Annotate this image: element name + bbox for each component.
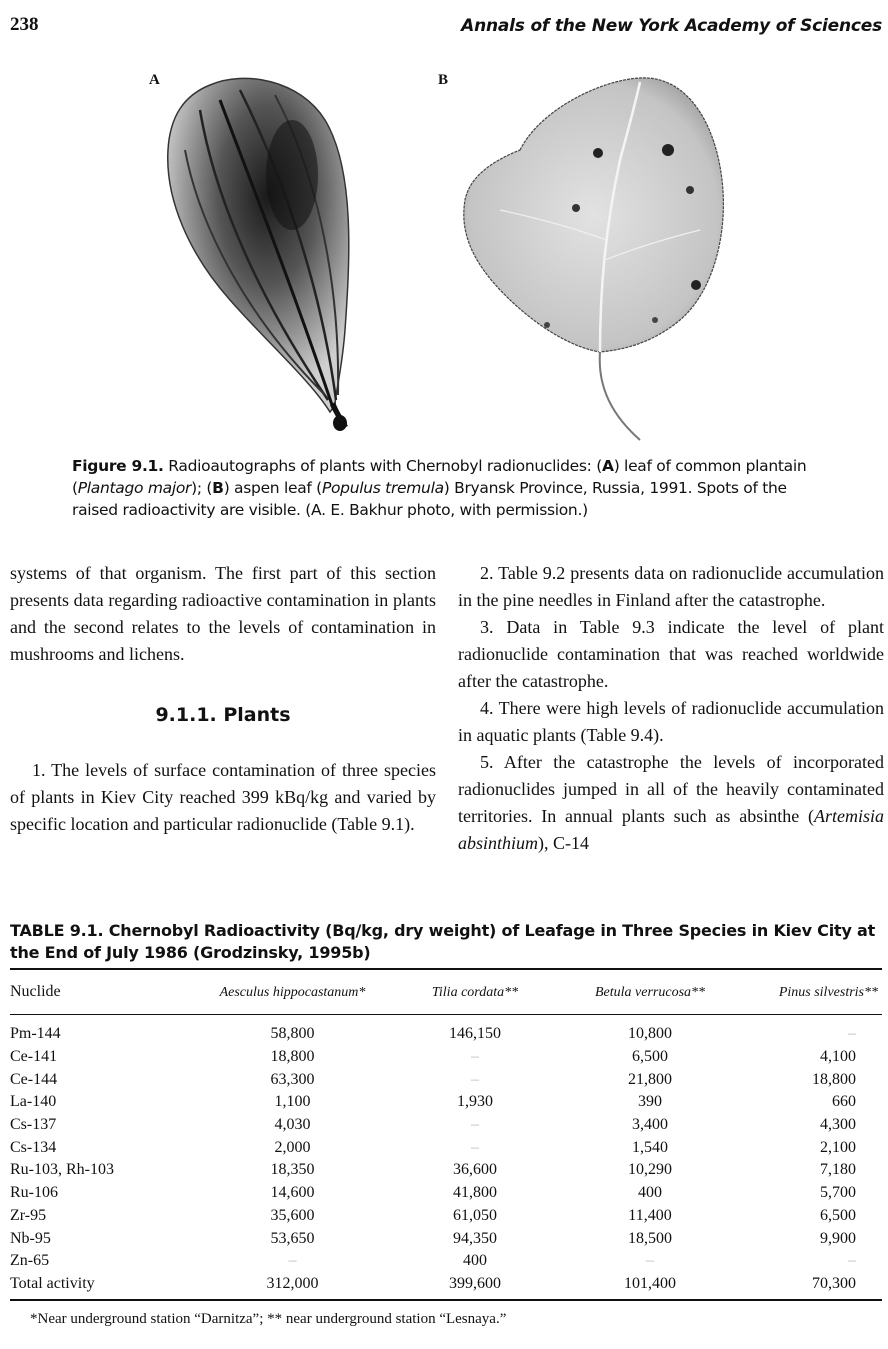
section-heading: 9.1.1. Plants [155, 704, 291, 726]
nuclide-cell: Pm-144 [10, 1025, 61, 1043]
activity-cell: 10,290 [628, 1161, 672, 1179]
activity-cell: 6,500 [820, 1206, 856, 1224]
table-row [10, 1205, 882, 1228]
activity-cell: 1,930 [457, 1093, 493, 1111]
paragraph-text: 5. After the catastrophe the levels of incorporated radionuclides jumped in all of the heavily contaminated territories. In annual plants such as absinthe ( [458, 752, 884, 826]
nuclide-cell: Cs-134 [10, 1138, 57, 1156]
activity-cell: – [646, 1252, 654, 1270]
activity-cell: 400 [463, 1252, 487, 1270]
activity-cell: – [848, 1252, 856, 1270]
paragraph: 1. The levels of surface contamination of three species of plants in Kiev City reached 399 kBq/kg and varied by specific location and particular radionuclide (Table 9.1). [10, 760, 436, 834]
table-row [10, 1182, 882, 1205]
activity-cell: 660 [832, 1093, 856, 1111]
caption-text-4: ) aspen leaf ( [223, 479, 322, 497]
activity-cell: 63,300 [270, 1070, 315, 1088]
activity-cell: 18,500 [628, 1229, 672, 1247]
activity-cell: 400 [638, 1184, 662, 1202]
activity-cell: 1,540 [632, 1138, 668, 1156]
figure-radioautographs [0, 0, 888, 450]
activity-cell: 2,100 [820, 1138, 856, 1156]
activity-cell: 14,600 [270, 1184, 315, 1202]
column-header [565, 969, 735, 1015]
activity-cell: – [288, 1252, 297, 1270]
column-header [735, 969, 882, 1015]
activity-cell: 35,600 [270, 1206, 315, 1224]
activity-cell: 21,800 [628, 1070, 672, 1088]
activity-cell: 390 [638, 1093, 662, 1111]
activity-cell: 41,800 [453, 1184, 497, 1202]
table-row [10, 1015, 882, 1046]
activity-cell: 4,100 [820, 1048, 856, 1066]
activity-cell: 1,100 [274, 1093, 311, 1111]
activity-cell: 7,180 [820, 1161, 856, 1179]
activity-cell: – [848, 1025, 856, 1043]
nuclide-cell: Ce-144 [10, 1070, 58, 1088]
activity-cell: – [471, 1138, 479, 1156]
paragraph: systems of that organism. The first part of this section presents data regarding radioactive contamination in plants and the second relates to the levels of contamination in mushrooms and lichens. [10, 563, 436, 664]
activity-cell: 101,400 [565, 1273, 735, 1301]
paragraph [458, 749, 884, 857]
nuclide-cell: Cs-137 [10, 1116, 57, 1134]
paragraph: 3. Data in Table 9.3 indicate the level of plant radionuclide contamination that was reached worldwide after the catastrophe. [458, 617, 884, 691]
activity-cell: 5,700 [820, 1184, 856, 1202]
page-number: 238 [10, 14, 39, 35]
nuclide-cell: Ru-106 [10, 1184, 58, 1202]
table-footnote: *Near underground station “Darnitza”; ** near underground station “Lesnaya.” [30, 1311, 507, 1327]
column-header: Nuclide [10, 969, 200, 1015]
nuclide-cell: Total activity [10, 1273, 200, 1301]
table-row [10, 1136, 882, 1159]
column-header [200, 969, 385, 1015]
activity-cell: 6,500 [632, 1048, 668, 1066]
nuclide-cell: Zn-65 [10, 1252, 50, 1270]
activity-cell: 94,350 [453, 1229, 497, 1247]
caption-species-b: Populus tremula [321, 479, 444, 497]
caption-text-5: ) Bryansk Province, Russia, 1991. Spots of the raised radioactivity are visible. (A. E. Bakhur photo, with permission.) [72, 479, 787, 519]
running-head: Annals of the New York Academy of Sciences [461, 16, 882, 36]
species-name: Artemisia absinthium [458, 806, 884, 853]
activity-cell: 312,000 [200, 1273, 385, 1301]
activity-cell: 18,350 [270, 1161, 315, 1179]
activity-cell: 61,050 [453, 1206, 497, 1224]
activity-cell: 399,600 [385, 1273, 565, 1301]
nuclide-cell: La-140 [10, 1093, 57, 1111]
activity-cell: – [471, 1048, 479, 1066]
activity-cell: 11,400 [628, 1206, 672, 1224]
plantain-leaf-image [168, 78, 349, 431]
caption-species-a: Plantago major [77, 479, 192, 497]
panel-label-b: B [438, 72, 449, 88]
caption-text-2: ) leaf of common plantain ( [72, 457, 807, 497]
table-row [10, 1273, 882, 1301]
body-column-right [458, 560, 884, 857]
table-row [10, 1159, 882, 1182]
table-body [10, 1015, 882, 1301]
column-header [385, 969, 565, 1015]
aspen-leaf-image [464, 78, 724, 440]
activity-cell: 18,800 [270, 1048, 315, 1066]
paragraph-text: ), C-14 [538, 833, 590, 853]
activity-cell: 70,300 [735, 1273, 882, 1301]
activity-cell: 58,800 [270, 1025, 315, 1043]
activity-cell: 4,030 [274, 1116, 311, 1134]
figure-caption [72, 455, 832, 521]
activity-cell: 36,600 [453, 1161, 497, 1179]
table-row [10, 1227, 882, 1250]
activity-cell: 4,300 [820, 1116, 856, 1134]
activity-cell: – [471, 1070, 479, 1088]
caption-panel-b: B [212, 479, 224, 497]
activity-cell: 53,650 [270, 1229, 315, 1247]
activity-cell: 10,800 [628, 1025, 672, 1043]
activity-cell: 3,400 [632, 1116, 668, 1134]
column-header-text: Betula verrucosa** [594, 985, 706, 1000]
table-row [10, 1046, 882, 1069]
panel-label-a: A [149, 72, 160, 88]
activity-cell: – [471, 1116, 479, 1134]
table-title: TABLE 9.1. Chernobyl Radioactivity (Bq/kg, dry weight) of Leafage in Three Species in Kiev City at the End of July 1986 (Grodzinsky, 1995b) [10, 921, 876, 962]
caption-panel-a: A [601, 457, 614, 475]
nuclide-cell: Nb-95 [10, 1229, 51, 1247]
column-header-text: Pinus silvestris** [778, 985, 878, 1000]
data-table [10, 968, 882, 1301]
nuclide-cell: Zr-95 [10, 1206, 47, 1224]
nuclide-cell: Ru-103, Rh-103 [10, 1161, 114, 1179]
table-row [10, 1250, 882, 1273]
column-header-text: Aesculus hippocastanum* [219, 985, 366, 1000]
table-row [10, 1114, 882, 1137]
paragraph: 4. There were high levels of radionuclide accumulation in aquatic plants (Table 9.4). [458, 698, 884, 745]
nuclide-cell: Ce-141 [10, 1048, 58, 1066]
activity-cell: 2,000 [274, 1138, 311, 1156]
paragraph: 2. Table 9.2 presents data on radionuclide accumulation in the pine needles in Finland after the catastrophe. [458, 563, 884, 610]
body-column-left [10, 560, 436, 838]
column-header-text: Tilia cordata** [431, 985, 519, 1000]
table-row [10, 1091, 882, 1114]
table-row [10, 1068, 882, 1091]
activity-cell: 18,800 [812, 1070, 856, 1088]
caption-text-3: ); ( [191, 479, 213, 497]
caption-text-1: Radioautographs of plants with Chernobyl radionuclides: ( [163, 457, 602, 475]
caption-label: Figure 9.1. [72, 457, 164, 475]
activity-cell: 146,150 [449, 1025, 501, 1043]
activity-cell: 9,900 [820, 1229, 856, 1247]
